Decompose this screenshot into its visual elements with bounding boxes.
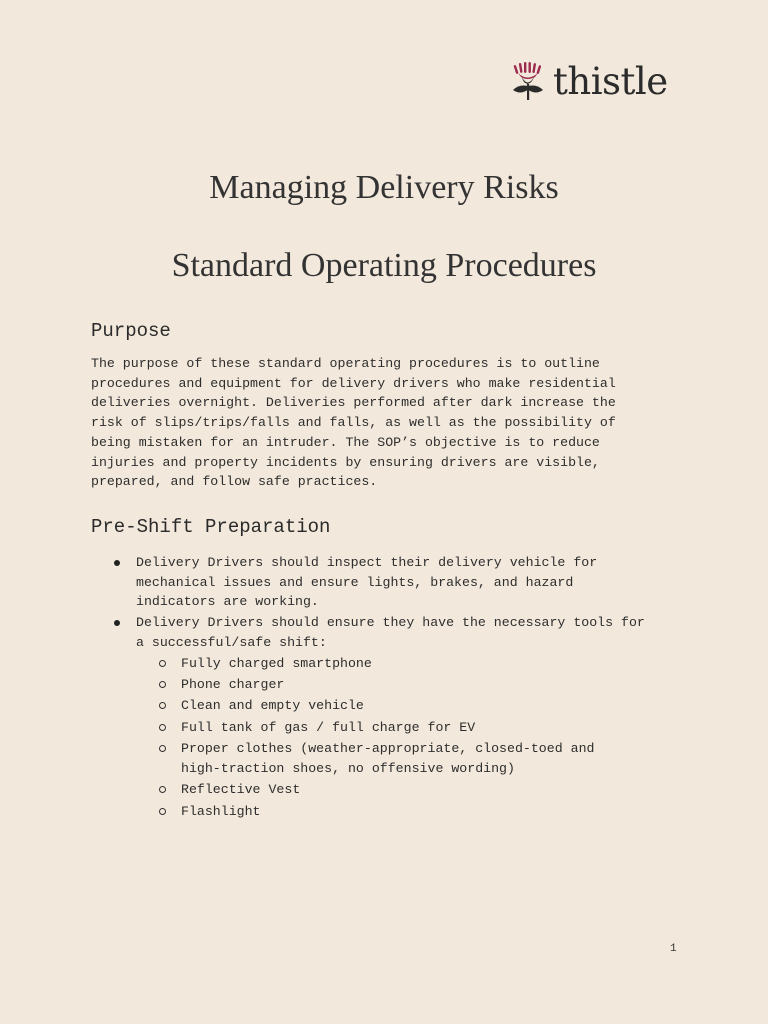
sublist-item bbox=[136, 718, 681, 738]
hollow-bullet-icon bbox=[159, 681, 166, 688]
hollow-bullet-icon bbox=[159, 660, 166, 667]
sublist-item bbox=[136, 739, 681, 778]
list-item-text: Delivery Drivers should ensure they have the necessary tools for a successful/safe shift: bbox=[136, 615, 645, 650]
sublist-item-text: Flashlight bbox=[181, 803, 261, 819]
thistle-flower-icon bbox=[511, 62, 547, 102]
sublist-item-text: Phone charger bbox=[181, 676, 285, 692]
purpose-heading: Purpose bbox=[91, 320, 171, 342]
list-item-text: Delivery Drivers should inspect their delivery vehicle for mechanical issues and ensure lights, brakes, and hazard indicators are working. bbox=[136, 555, 598, 610]
hollow-bullet-icon bbox=[159, 745, 166, 752]
logo-wordmark: thistle bbox=[553, 59, 668, 103]
bullet-icon bbox=[114, 620, 120, 626]
sublist-item-text: Full tank of gas / full charge for EV bbox=[181, 719, 476, 735]
hollow-bullet-icon bbox=[159, 786, 166, 793]
preshift-heading: Pre-Shift Preparation bbox=[91, 516, 331, 538]
document-subtitle: Standard Operating Procedures bbox=[171, 247, 597, 284]
thistle-logo bbox=[511, 59, 668, 103]
bullet-icon bbox=[114, 560, 120, 566]
document-title: Managing Delivery Risks bbox=[209, 169, 559, 206]
purpose-paragraph: The purpose of these standard operating procedures is to outline procedures and equipment for delivery drivers who make residential deliveries overnight. Deliveries performed after dark increase the risk of slips/trips/falls and falls, as well as the possibility of being mistaken for an intruder. The SOP’s objective is to reduce injuries and property incidents by ensuring drivers are visible, prepared, and follow safe practices. bbox=[91, 356, 616, 490]
sublist-item-text: Reflective Vest bbox=[181, 782, 301, 798]
sublist-item-text: Proper clothes (weather-appropriate, closed-toed and high-traction shoes, no offensive wording) bbox=[181, 741, 595, 776]
sublist-item bbox=[136, 654, 681, 674]
page-number: 1 bbox=[670, 943, 677, 955]
sublist-item bbox=[136, 780, 681, 800]
sublist-item bbox=[136, 675, 681, 695]
hollow-bullet-icon bbox=[159, 702, 166, 709]
sublist-item bbox=[136, 802, 681, 822]
hollow-bullet-icon bbox=[159, 724, 166, 731]
hollow-bullet-icon bbox=[159, 808, 166, 815]
sublist-item-text: Clean and empty vehicle bbox=[181, 698, 364, 714]
list-item bbox=[91, 553, 681, 612]
sublist-item bbox=[136, 696, 681, 716]
preshift-list bbox=[91, 553, 681, 823]
sublist-item-text: Fully charged smartphone bbox=[181, 655, 372, 671]
list-item bbox=[91, 613, 681, 821]
tools-sublist bbox=[136, 654, 681, 822]
